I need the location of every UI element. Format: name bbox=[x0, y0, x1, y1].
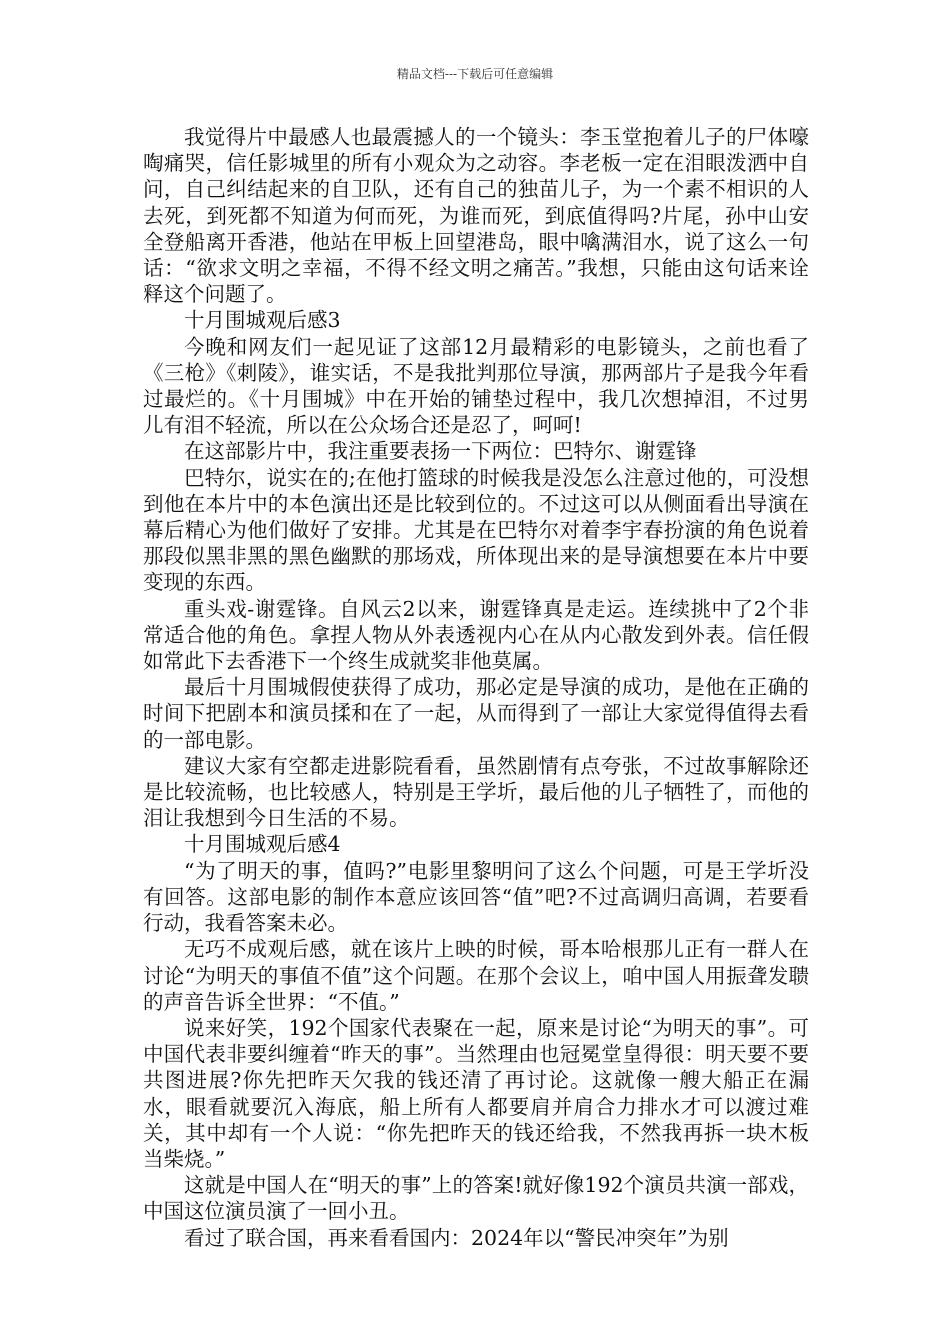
paragraph: 说来好笑，192个国家代表聚在一起，原来是讨论“为明天的事”。可中国代表非要纠缠着“昨天的事”。当然理由也冠冕堂皇得很：明天要不要共图进展?你先把昨天欠我的钱还清了再讨论。这就像一艘大船正在漏水，眼看就要沉入海底，船上所有人都要肩并肩合力排水才可以渡过难关，其中却有一个人说：“你先把昨天的钱还给我，不然我再拆一块木板当柴烧。” bbox=[143, 1015, 809, 1171]
page-header: 精品文档---下载后可任意编辑 bbox=[396, 67, 554, 81]
paragraph: “为了明天的事，值吗?”电影里黎明问了这么个问题，可是王学圻没有回答。这部电影的制作本意应该回答“值”吧?不过高调归高调，若要看行动，我看答案未必。 bbox=[143, 858, 809, 936]
section-heading: 十月围城观后感3 bbox=[184, 308, 341, 333]
paragraph: 重头戏-谢霆锋。自风云2以来，谢霆锋真是走运。连续挑中了2个非常适合他的角色。拿捏人物从外表透视内心在从内心散发到外表。信任假如常此下去香港下一个终生成就奖非他莫属。 bbox=[143, 596, 809, 674]
paragraph: 无巧不成观后感，就在该片上映的时候，哥本哈根那儿正有一群人在讨论“为明天的事值不值”这个问题。在那个会议上，咱中国人用振聋发聩的声音告诉全世界：“不值。” bbox=[143, 937, 809, 1014]
paragraph: 今晚和网友们一起见证了这部12月最精彩的电影镜头，之前也看了《三枪》《刺陵》，谁实话，不是我批判那位导演，那两部片子是我今年看过最烂的。《十月围城》中在开始的铺垫过程中，我几次想掉泪，不过男儿有泪不轻流，所以在公众场合还是忍了，呵呵! bbox=[143, 334, 809, 438]
paragraph: 在这部影片中，我注重要表扬一下两位：巴特尔、谢霆锋 bbox=[184, 439, 697, 464]
section-heading: 十月围城观后感4 bbox=[184, 832, 341, 857]
document-body bbox=[143, 124, 809, 1251]
paragraph: 这就是中国人在“明天的事”上的答案!就好像192个演员共演一部戏，中国这位演员演了一回小丑。 bbox=[143, 1173, 809, 1224]
paragraph: 巴特尔，说实在的;在他打篮球的时候我是没怎么注意过他的，可没想到他在本片中的本色演出还是比较到位的。不过这可以从侧面看出导演在幕后精心为他们做好了安排。尤其是在巴特尔对着李宇春扮演的角色说着那段似黑非黑的黑色幽默的那场戏，所体现出来的是导演想要在本片中要变现的东西。 bbox=[143, 465, 809, 595]
paragraph: 看过了联合国，再来看看国内：2024年以“警民冲突年”为别 bbox=[184, 1225, 729, 1250]
paragraph: 最后十月围城假使获得了成功，那必定是导演的成功，是他在正确的时间下把剧本和演员揉和在了一起，从而得到了一部让大家觉得值得去看的一部电影。 bbox=[143, 675, 809, 752]
paragraph: 建议大家有空都走进影院看看，虽然剧情有点夸张，不过故事解除还是比较流畅，也比较感人，特别是王学圻，最后他的儿子牺牲了，而他的泪让我想到今日生活的不易。 bbox=[143, 753, 809, 831]
paragraph: 我觉得片中最感人也最震撼人的一个镜头：李玉堂抱着儿子的尸体嚎啕痛哭，信任影城里的所有小观众为之动容。李老板一定在泪眼泼洒中自问，自己纠结起来的自卫队，还有自己的独苗儿子，为一个素不相识的人去死，到死都不知道为何而死，为谁而死，到底值得吗?片尾，孙中山安全登船离开香港，他站在甲板上回望港岛，眼中噙满泪水，说了这么一句话：“欲求文明之幸福，不得不经文明之痛苦。”我想，只能由这句话来诠释这个问题了。 bbox=[143, 125, 809, 307]
